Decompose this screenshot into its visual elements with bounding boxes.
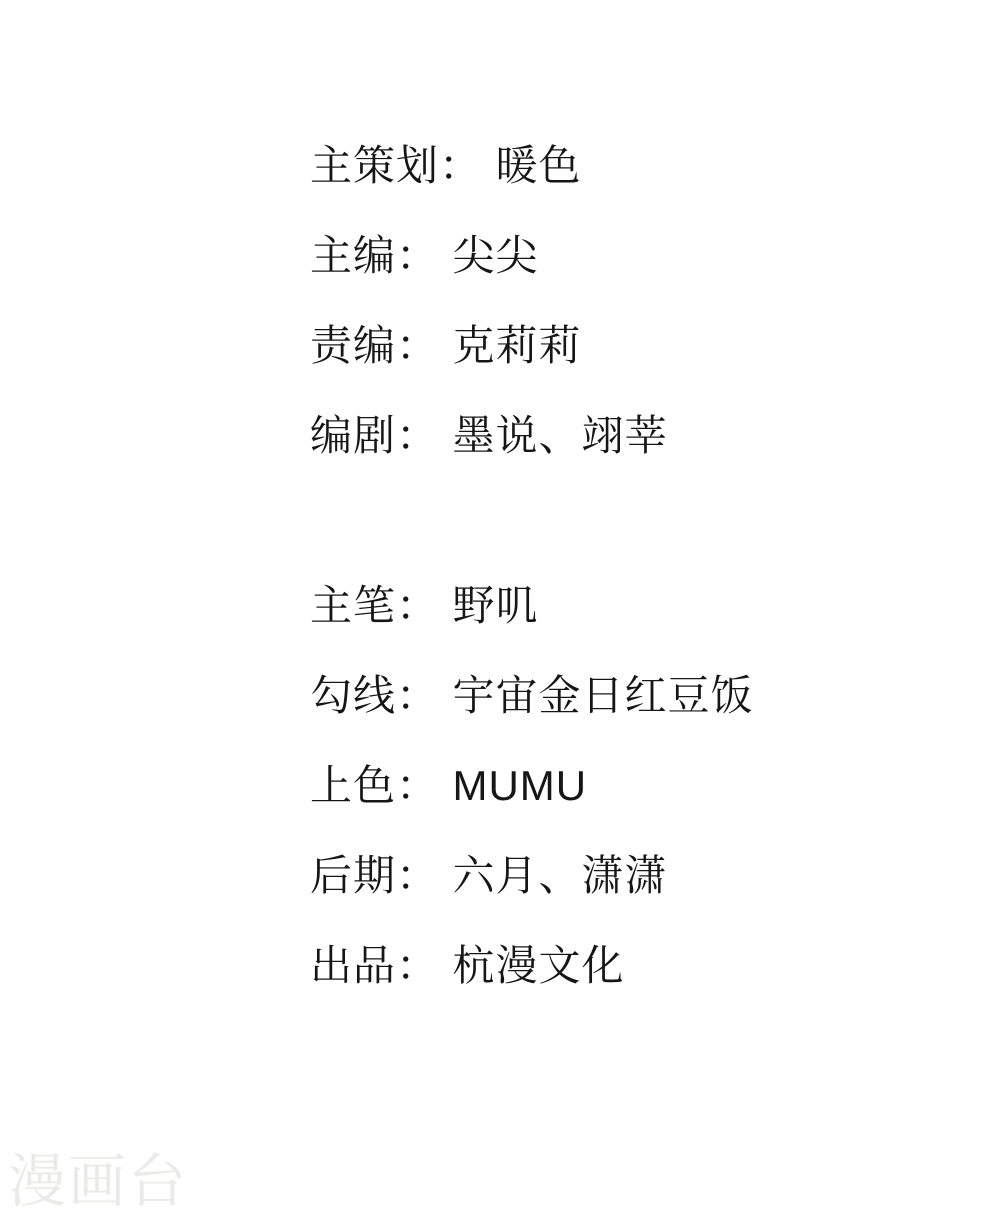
credit-line-producer (310, 921, 753, 1011)
credit-line-scriptwriter (310, 391, 753, 481)
credit-line-post-production (310, 831, 753, 921)
credit-role: 主编 (310, 232, 397, 279)
credit-separator: ： (396, 232, 440, 279)
credit-role: 责编 (310, 322, 397, 369)
credit-role: 主策划 (310, 142, 440, 189)
credit-name: 暖色 (495, 142, 582, 189)
credit-separator: ： (396, 942, 440, 989)
credit-name: 六月、潇潇 (452, 852, 668, 899)
credit-name: 宇宙金日红豆饭 (452, 672, 754, 719)
credit-separator: ： (396, 582, 440, 629)
credit-role: 编剧 (310, 412, 397, 459)
credit-separator: ： (396, 412, 440, 459)
credit-line-lead-artist (310, 561, 753, 651)
credit-separator: ： (396, 322, 440, 369)
credit-role: 勾线 (310, 672, 397, 719)
credit-name: 尖尖 (452, 232, 539, 279)
credit-line-chief-editor (310, 211, 753, 301)
credit-line-coloring (310, 741, 753, 831)
credit-separator: ： (396, 762, 440, 809)
credit-name: MUMU (452, 762, 588, 809)
credit-name: 墨说、翊莘 (452, 412, 668, 459)
credit-role: 主笔 (310, 582, 397, 629)
credits-group-gap (310, 481, 753, 561)
credit-name: 杭漫文化 (452, 942, 625, 989)
credit-role: 上色 (310, 762, 397, 809)
credit-line-chief-planner (310, 121, 753, 211)
credit-separator: ： (396, 672, 440, 719)
credits-block (310, 121, 753, 1011)
credit-name: 野叽 (452, 582, 539, 629)
credit-separator: ： (439, 142, 483, 189)
credit-line-responsible-editor (310, 301, 753, 391)
credit-role: 出品 (310, 942, 397, 989)
credit-name: 克莉莉 (452, 322, 582, 369)
credit-role: 后期 (310, 852, 397, 899)
credit-separator: ： (396, 852, 440, 899)
manhuatai-watermark: 漫画台 (8, 1149, 189, 1214)
credit-line-line-art (310, 651, 753, 741)
